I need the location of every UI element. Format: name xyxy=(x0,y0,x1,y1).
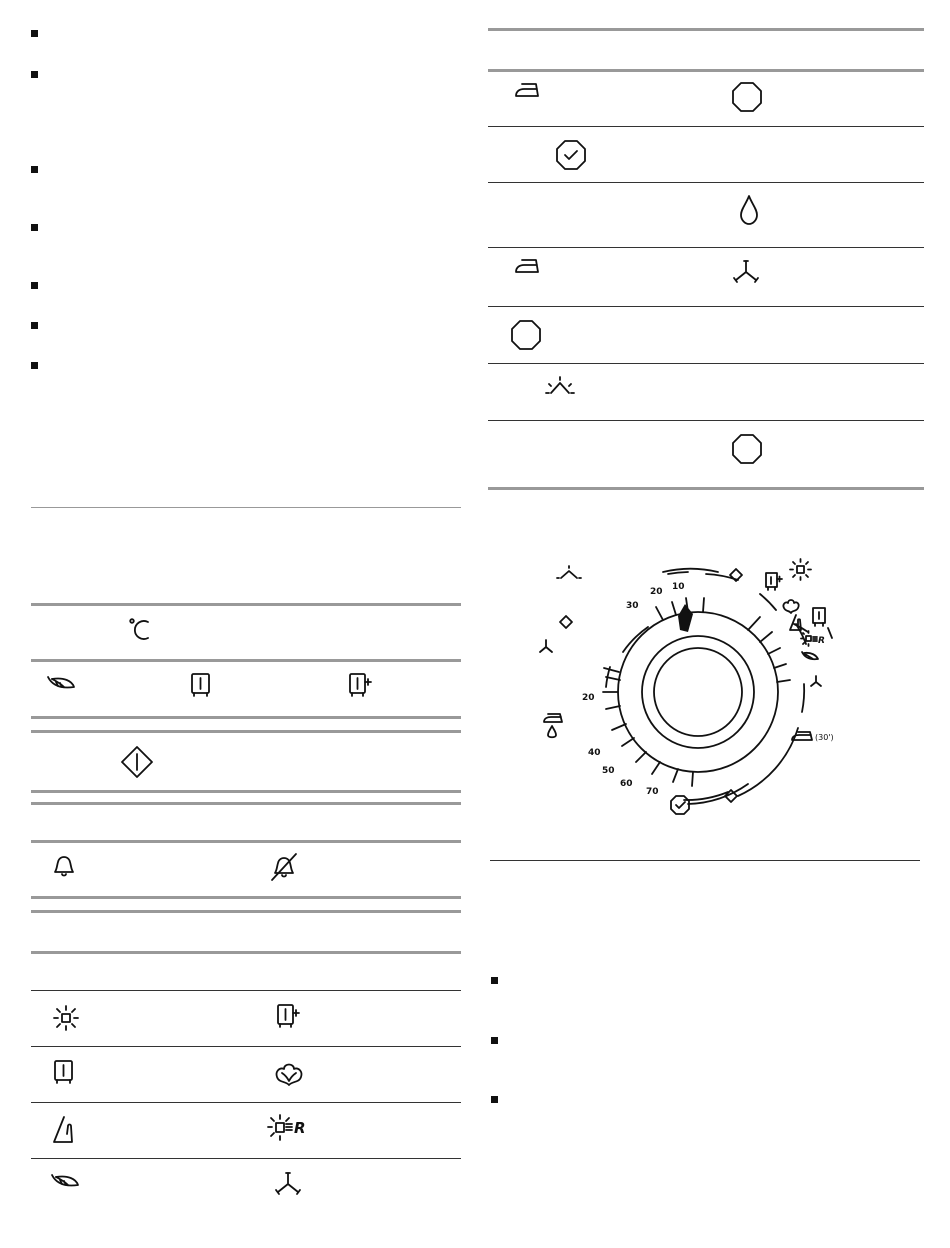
table-rule xyxy=(31,730,461,733)
cupboard-plus-icon xyxy=(348,672,374,698)
bullet-marker xyxy=(31,322,38,329)
dial-number: 30 xyxy=(626,601,639,611)
dial-number: 40 xyxy=(588,748,601,758)
program-dial xyxy=(560,555,860,825)
fan-icon xyxy=(731,258,761,286)
cotton-icon xyxy=(272,1059,306,1089)
table-rule xyxy=(31,910,461,913)
feather-icon xyxy=(46,673,78,693)
table-rule xyxy=(488,28,924,31)
sun-square-icon xyxy=(52,1004,80,1032)
bullet-marker xyxy=(31,224,38,231)
bullet-marker xyxy=(31,30,38,37)
dial-inner-knob xyxy=(654,648,742,736)
fan-icon xyxy=(273,1170,303,1198)
sun-square-icon xyxy=(797,566,804,573)
iron-icon xyxy=(544,714,562,722)
table-rule xyxy=(31,1158,461,1159)
iron-icon xyxy=(512,257,542,275)
octagon-icon xyxy=(510,319,542,351)
drop-icon xyxy=(548,726,556,737)
svg-text:R: R xyxy=(818,636,825,646)
section-divider xyxy=(31,507,461,508)
cupboard-plus-icon xyxy=(276,1003,302,1029)
dial-number: 20 xyxy=(650,587,663,597)
sun-r-icon xyxy=(806,636,811,641)
cupboard-icon xyxy=(53,1059,75,1085)
diamond-icon xyxy=(560,616,572,628)
table-rule xyxy=(31,840,461,843)
bullet-marker xyxy=(491,1096,498,1103)
drop-icon xyxy=(738,194,760,226)
feather-icon xyxy=(802,652,818,659)
bullet-marker xyxy=(31,166,38,173)
sun-r-icon xyxy=(266,1114,316,1142)
table-rule xyxy=(488,420,924,421)
table-rule xyxy=(488,363,924,364)
dial-middle-ring xyxy=(642,636,754,748)
bullet-marker xyxy=(491,1037,498,1044)
fan-icon xyxy=(811,676,821,686)
bullet-marker xyxy=(31,282,38,289)
dial-number: 20 xyxy=(582,693,595,703)
shirt-icon xyxy=(50,1114,76,1146)
clock-icon xyxy=(555,139,587,171)
hanger-icon xyxy=(544,377,576,399)
octagon-icon xyxy=(731,81,763,113)
bell-off-icon xyxy=(268,852,300,882)
start-icon xyxy=(120,745,154,779)
dial-pointer xyxy=(678,604,693,632)
cotton-icon xyxy=(783,600,798,613)
bullet-marker xyxy=(31,362,38,369)
table-rule xyxy=(488,182,924,183)
table-rule xyxy=(31,659,461,662)
octagon-icon xyxy=(731,433,763,465)
dial-number: 70 xyxy=(646,787,659,797)
table-rule xyxy=(31,1102,461,1103)
svg-text:R: R xyxy=(294,1119,306,1137)
feather-icon xyxy=(50,1171,82,1191)
cupboard-icon xyxy=(190,672,212,698)
table-rule xyxy=(31,896,461,899)
table-rule xyxy=(31,716,461,719)
section-divider xyxy=(490,860,920,861)
dial-number: 50 xyxy=(602,766,615,776)
table-rule xyxy=(31,951,461,954)
table-rule xyxy=(488,247,924,248)
bell-icon xyxy=(50,853,78,879)
hanger-icon xyxy=(557,566,581,578)
clock-icon xyxy=(671,796,689,814)
table-rule xyxy=(488,69,924,72)
dial-number: 60 xyxy=(620,779,633,789)
table-rule xyxy=(488,487,924,490)
table-rule xyxy=(31,1046,461,1047)
iron-time-note: (30') xyxy=(815,733,834,742)
fan-icon xyxy=(540,640,552,652)
table-rule xyxy=(31,802,461,805)
table-rule xyxy=(31,990,461,991)
table-rule xyxy=(31,603,461,606)
bullet-marker xyxy=(491,977,498,984)
table-rule xyxy=(488,306,924,307)
table-rule xyxy=(488,126,924,127)
temperature-icon xyxy=(128,617,160,643)
bullet-marker xyxy=(31,71,38,78)
table-rule xyxy=(31,790,461,793)
dial-number: 10 xyxy=(672,582,685,592)
iron-icon xyxy=(512,81,542,99)
